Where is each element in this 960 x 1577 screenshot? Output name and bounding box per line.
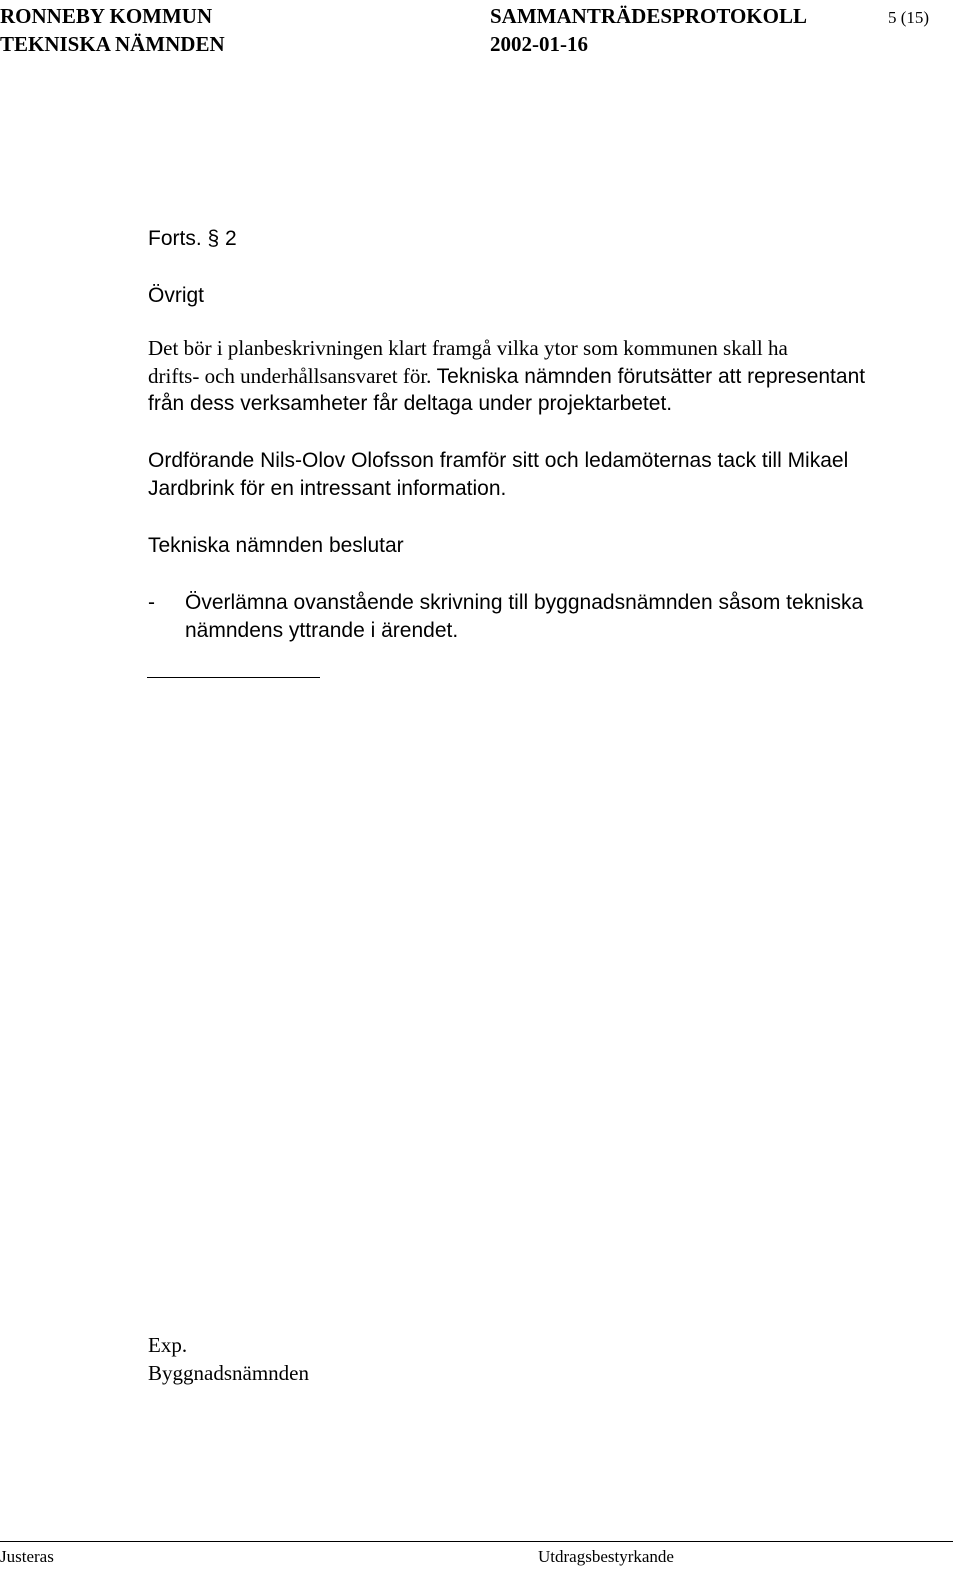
expedition-recipient: Byggnadsnämnden <box>148 1361 309 1385</box>
paragraph-1-line-2-end: Tekniska nämnden förutsätter att representant <box>436 365 866 388</box>
decision-item-line-2: nämndens yttrande i ärendet. <box>185 619 459 642</box>
expedition-label: Exp. <box>148 1333 188 1357</box>
paragraph-1-line-1: Det bör i planbeskrivningen klart framgå vilka ytor som kommunen skall ha <box>148 336 788 360</box>
decision-item-line-1: Överlämna ovanstående skrivning till byggnadsnämnden såsom tekniska <box>185 591 864 614</box>
paragraph-2-line-1: Ordförande Nils-Olov Olofsson framför sitt och ledamöternas tack till Mikael <box>148 449 849 472</box>
committee-name: TEKNISKA NÄMNDEN <box>0 32 225 56</box>
document-type: SAMMANTRÄDESPROTOKOLL <box>490 4 807 28</box>
meeting-date: 2002-01-16 <box>490 32 588 56</box>
decision-item-dash: - <box>148 591 155 614</box>
footer-justeras: Justeras <box>0 1547 54 1566</box>
municipality-name: RONNEBY KOMMUN <box>0 4 213 28</box>
page-number: 5 (15) <box>888 8 930 27</box>
section-end-rule <box>147 677 320 678</box>
footer-rule <box>0 1541 953 1542</box>
decision-heading: Tekniska nämnden beslutar <box>148 534 404 557</box>
footer-utdragsbestyrkande: Utdragsbestyrkande <box>538 1547 674 1566</box>
section-subheading: Övrigt <box>148 284 205 307</box>
paragraph-2-line-2: Jardbrink för en intressant information. <box>148 477 507 500</box>
paragraph-1-line-2 <box>148 362 865 392</box>
paragraph-1-line-3: från dess verksamheter får deltaga under projektarbetet. <box>148 392 673 415</box>
paragraph-1-line-2-start: drifts- och underhållsansvaret för. <box>148 364 437 388</box>
section-reference: Forts. § 2 <box>148 227 237 250</box>
